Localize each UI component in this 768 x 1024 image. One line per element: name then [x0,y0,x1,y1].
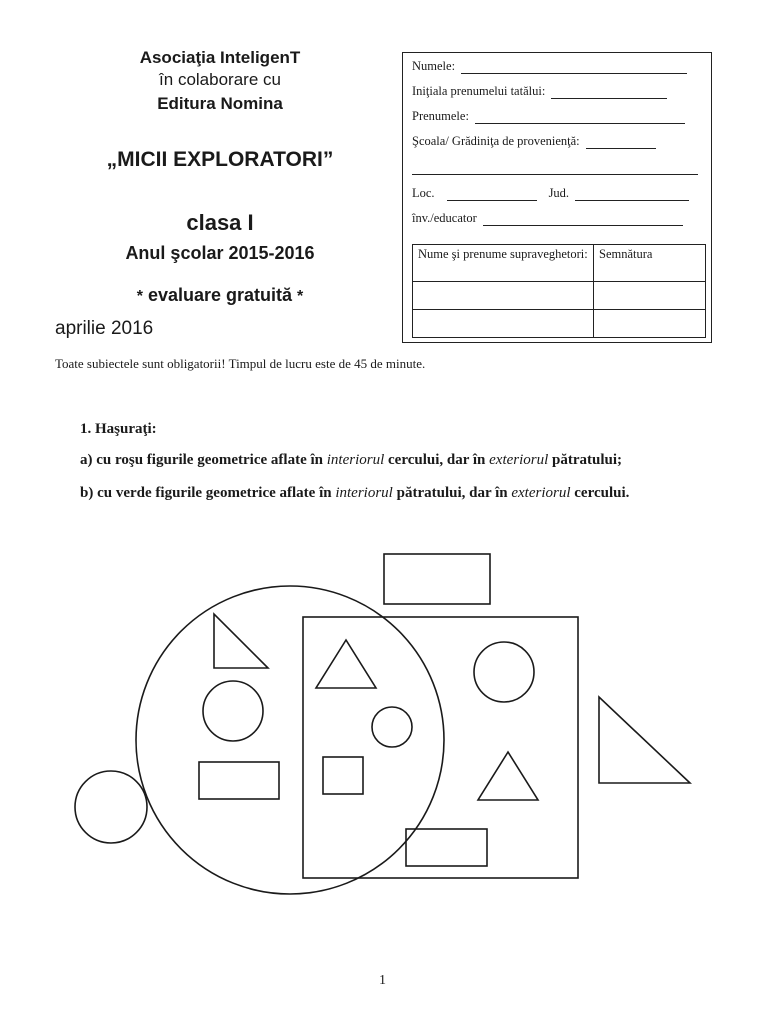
big-circle[interactable] [136,586,444,894]
part-b-mid: pătratului, dar în [396,485,508,501]
circle-in-circle[interactable] [203,681,263,741]
part-b-word2: exteriorul [511,485,571,501]
publisher-name: Editura Nomina [157,94,283,113]
collaboration-text: în colaborare cu [159,70,281,89]
teacher-label: înv./educator [412,211,477,225]
locality-label: Loc. [412,186,435,200]
association-name: Asociaţia InteligenT [139,48,301,67]
small-square-overlap[interactable] [323,757,363,794]
part-b-suffix: cercului. [574,485,630,501]
circle-outside[interactable] [75,771,147,843]
county-label: Jud. [548,186,570,200]
right-triangle-outside[interactable] [599,697,690,783]
triangle-overlap[interactable] [316,640,376,688]
part-a-suffix: pătratului; [552,452,623,468]
exam-date: aprilie 2016 [55,318,154,339]
small-circle-overlap[interactable] [372,707,412,747]
school-label: Şcoala/ Grădiniţa de provenienţă: [412,134,580,148]
big-square[interactable] [303,617,578,878]
star-icon: * [297,288,304,305]
contest-title: „MICII EXPLORATORI” [106,148,334,171]
father-initial-label: Iniţiala prenumelui tatălui: [412,84,546,98]
name-label: Numele: [412,59,456,73]
signature-header: Semnătura [594,245,706,282]
circle-in-square[interactable] [474,642,534,702]
first-name-label: Prenumele: [412,109,469,123]
part-a-prefix: a) cu roşu figurile geometrice aflate în [80,452,323,468]
rectangle-top[interactable] [384,554,490,604]
grade-label: clasa I [186,210,254,235]
star-icon: * [136,288,143,305]
right-triangle-in-circle[interactable] [214,614,268,668]
page-number: 1 [379,973,386,988]
school-year: Anul şcolar 2015-2016 [125,243,315,263]
question-number: 1. [80,421,92,437]
rectangle-in-circle[interactable] [199,762,279,799]
part-a-word2: exteriorul [489,452,549,468]
part-a-mid: cercului, dar în [388,452,486,468]
instructions-text: Toate subiectele sunt obligatorii! Timpul de lucru este de 45 de minute. [55,356,426,371]
triangle-in-square[interactable] [478,752,538,800]
evaluation-text: evaluare gratuită [147,285,293,305]
question-text: Haşuraţi: [95,421,157,437]
supervisors-header: Nume şi prenume supraveghetori: [413,245,594,282]
part-b-prefix: b) cu verde figurile geometrice aflate în [80,485,332,501]
rectangle-in-square[interactable] [406,829,487,866]
part-b-word1: interiorul [335,485,393,501]
part-a-word1: interiorul [326,452,385,468]
